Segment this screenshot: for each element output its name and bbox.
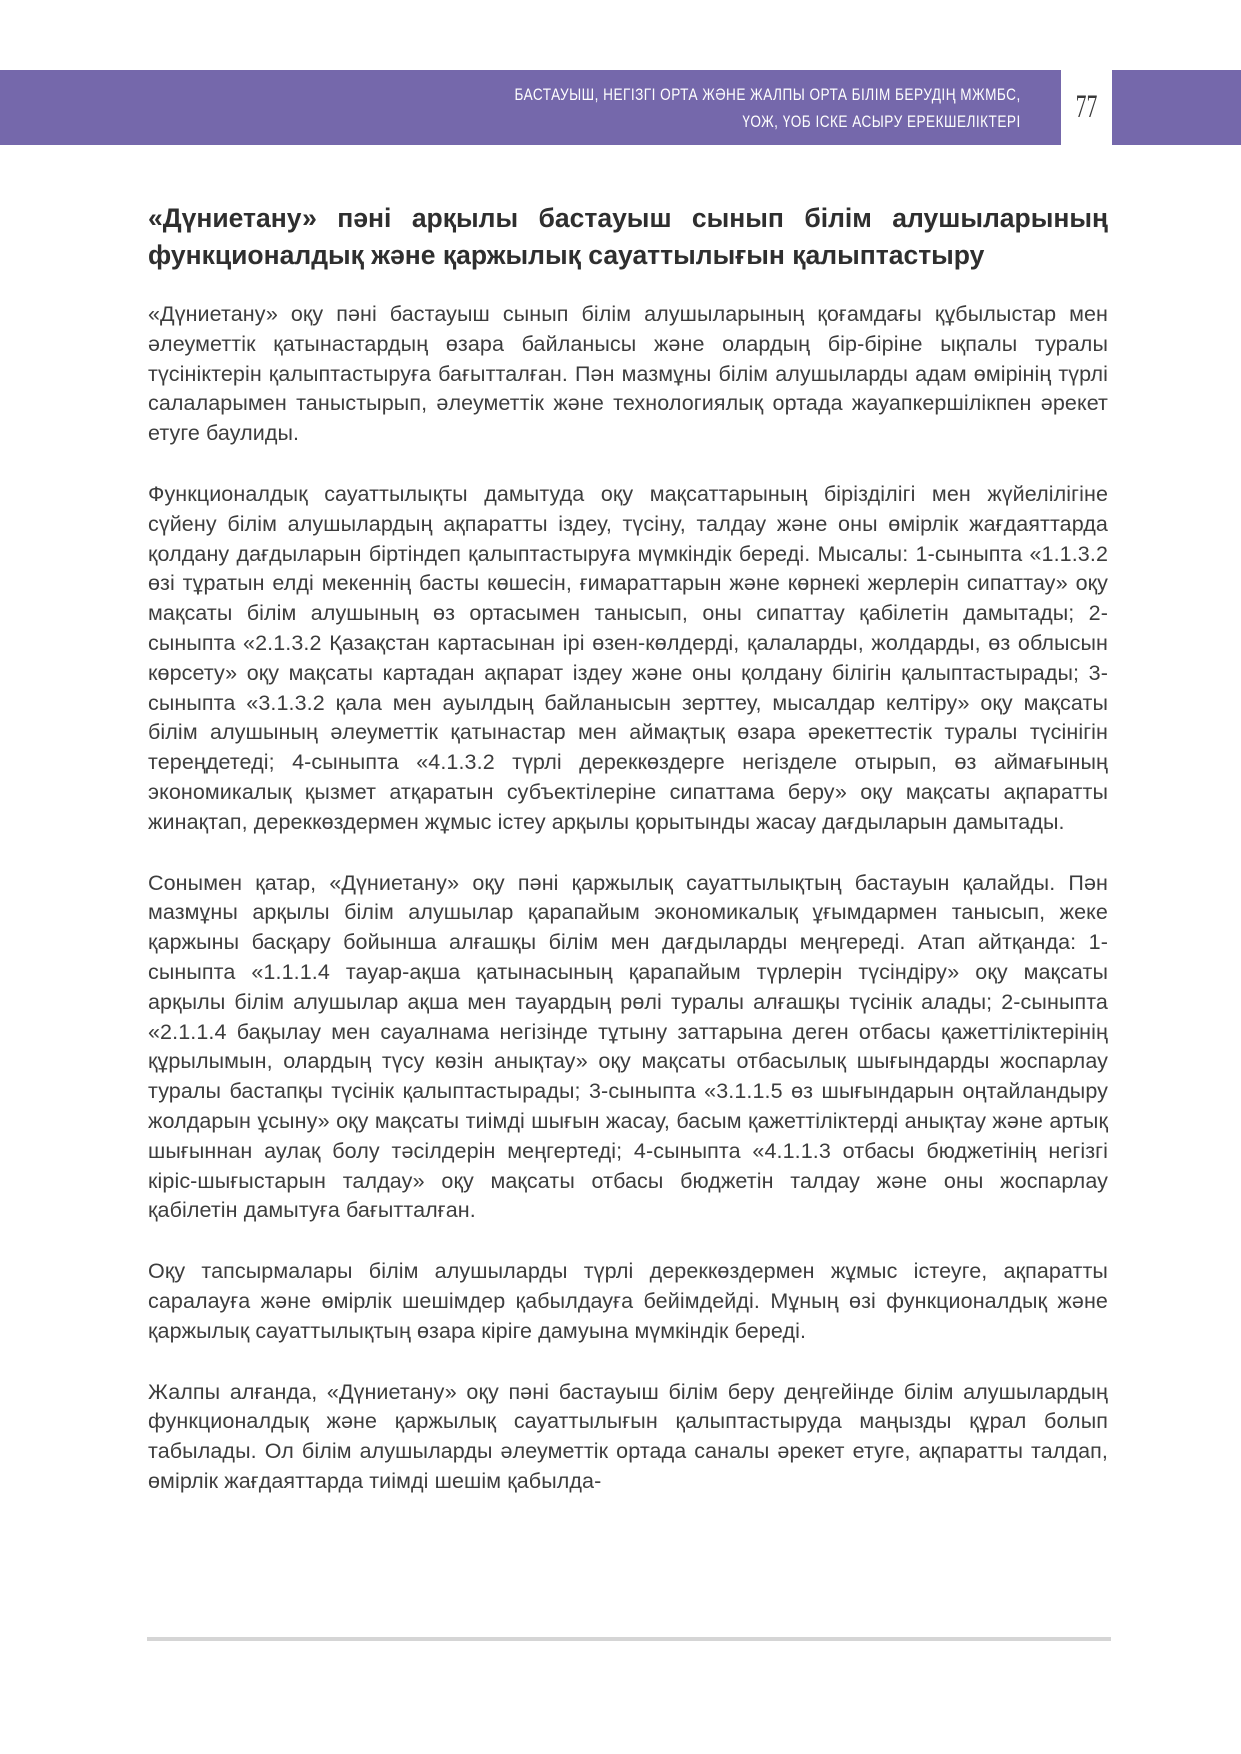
running-head (515, 70, 1021, 145)
paragraph-1: «Дүниетану» оқу пәні бастауыш сынып білім алушыларының қоғамдағы құбылыстар мен әлеуметтік қатынастардың өзара байланысы және олардың бір-біріне ықпалы туралы түсініктерін қалыптастыруға бағытталған. Пән мазмұны білім алушыларды адам өмірінің түрлі салаларымен таныстырып, әлеуметтік және технологиялық ортада жауапкершілікпен әрекет етуге баулиды. (148, 302, 1108, 446)
page-title: «Дүниетану» пәні арқылы бастауыш сынып білім алушыларының функционалдық және қаржылық сауаттылығын қалыптастыру (148, 203, 1108, 270)
page-number: 77 (1075, 89, 1098, 125)
running-head-line2: ҮОЖ, ҮОБ ІСКЕ АСЫРУ ЕРЕКШЕЛІКТЕРІ (742, 111, 1021, 131)
paragraph-3: Сонымен қатар, «Дүниетану» оқу пәні қаржылық сауаттылықтың бастауын қалайды. Пән мазмұны арқылы білім алушылар қарапайым экономикалық ұғымдармен танысып, жеке қаржыны басқару бойынша алғашқы білім мен дағдыларды меңгереді. Атап айтқанда: 1-сыныпта «1.1.1.4 тауар-ақша қатынасының қарапайым түрлерін түсіндіру» оқу мақсаты арқылы білім алушылар ақша мен тауардың рөлі туралы алғашқы түсінік алады; 2-сыныпта «2.1.1.4 бақылау мен сауалнама негізінде тұтыну заттарына деген отбасы қажеттіліктерінің құрылымын, олардың түсу көзін анықтау» оқу мақсаты отбасылық шығындарды жоспарлау туралы бастапқы түсінік қалыптастырады; 3-сыныпта «3.1.1.5 өз шығындарын оңтайландыру жолдарын ұсыну» оқу мақсаты тиімді шығын жасау, басым қажеттіліктерді анықтау және артық шығыннан аулақ болу тәсілдерін меңгертеді; 4-сыныпта «4.1.1.3 отбасы бюджетінің негізгі кіріс-шығыстарын талдау» оқу мақсаты отбасы бюджетін талдау және оны жоспарлау қабілетін дамытуға бағытталған. (148, 870, 1108, 1223)
footer-rule (147, 1637, 1111, 1641)
content (148, 200, 1108, 1497)
paragraph-4: Оқу тапсырмалары білім алушыларды түрлі дереккөздермен жұмыс істеуге, ақпаратты саралауға және өмірлік шешімдер қабылдауға бейімдейді. Мұның өзі функционалдық және қаржылық сауаттылықтың өзара кіріге дамуына мүмкіндік береді. (148, 1259, 1108, 1343)
paragraph-5: Жалпы алғанда, «Дүниетану» оқу пәні бастауыш білім беру деңгейінде білім алушылардың функционалдық және қаржылық сауаттылығын қалыптастыруда маңызды құрал болып табылады. Ол білім алушыларды әлеуметтік ортада саналы әрекет етуге, ақпаратты талдап, өмірлік жағдаяттарда тиімді шешім қабылда- (148, 1379, 1108, 1493)
header-band (0, 70, 1061, 145)
page-number-cell (1061, 70, 1112, 145)
header-band-right (1112, 70, 1241, 145)
paragraph-2: Функционалдық сауаттылықты дамытуда оқу мақсаттарының бірізділігі мен жүйелілігіне сүйену білім алушылардың ақпаратты іздеу, түсіну, талдау және оны өмірлік жағдаяттарда қолдану дағдыларын біртіндеп қалыптастыруға мүмкіндік береді. Мысалы: 1-сыныпта «1.1.3.2 өзі тұратын елді мекеннің басты көшесін, ғимараттарын және көрнекі жерлерін сипаттау» оқу мақсаты білім алушының өз ортасымен танысып, оны сипаттау қабілетін дамытады; 2-сыныпта «2.1.3.2 Қазақстан картасынан ірі өзен-көлдерді, қалаларды, жолдарды, өз облысын көрсету» оқу мақсаты картадан ақпарат іздеу және оны қолдану білігін қалыптастырады; 3-сыныпта «3.1.3.2 қала мен ауылдың байланысын зерттеу, мысалдар келтіру» оқу мақсаты білім алушының әлеуметтік қатынастар мен аймақтық өзара әрекеттестік туралы түсінігін тереңдетеді; 4-сыныпта «4.1.3.2 түрлі дереккөздерге негізделе отырып, өз аймағының экономикалық қызмет атқаратын субъектілеріне сипаттама беру» оқу мақсаты ақпаратты жинақтап, дереккөздермен жұмыс істеу арқылы қорытынды жасау дағдыларын дамытады. (148, 481, 1108, 834)
running-head-line1: БАСТАУЫШ, НЕГІЗГІ ОРТА ЖӘНЕ ЖАЛПЫ ОРТА БІЛІМ БЕРУДІҢ МЖМБС, (514, 84, 1021, 104)
